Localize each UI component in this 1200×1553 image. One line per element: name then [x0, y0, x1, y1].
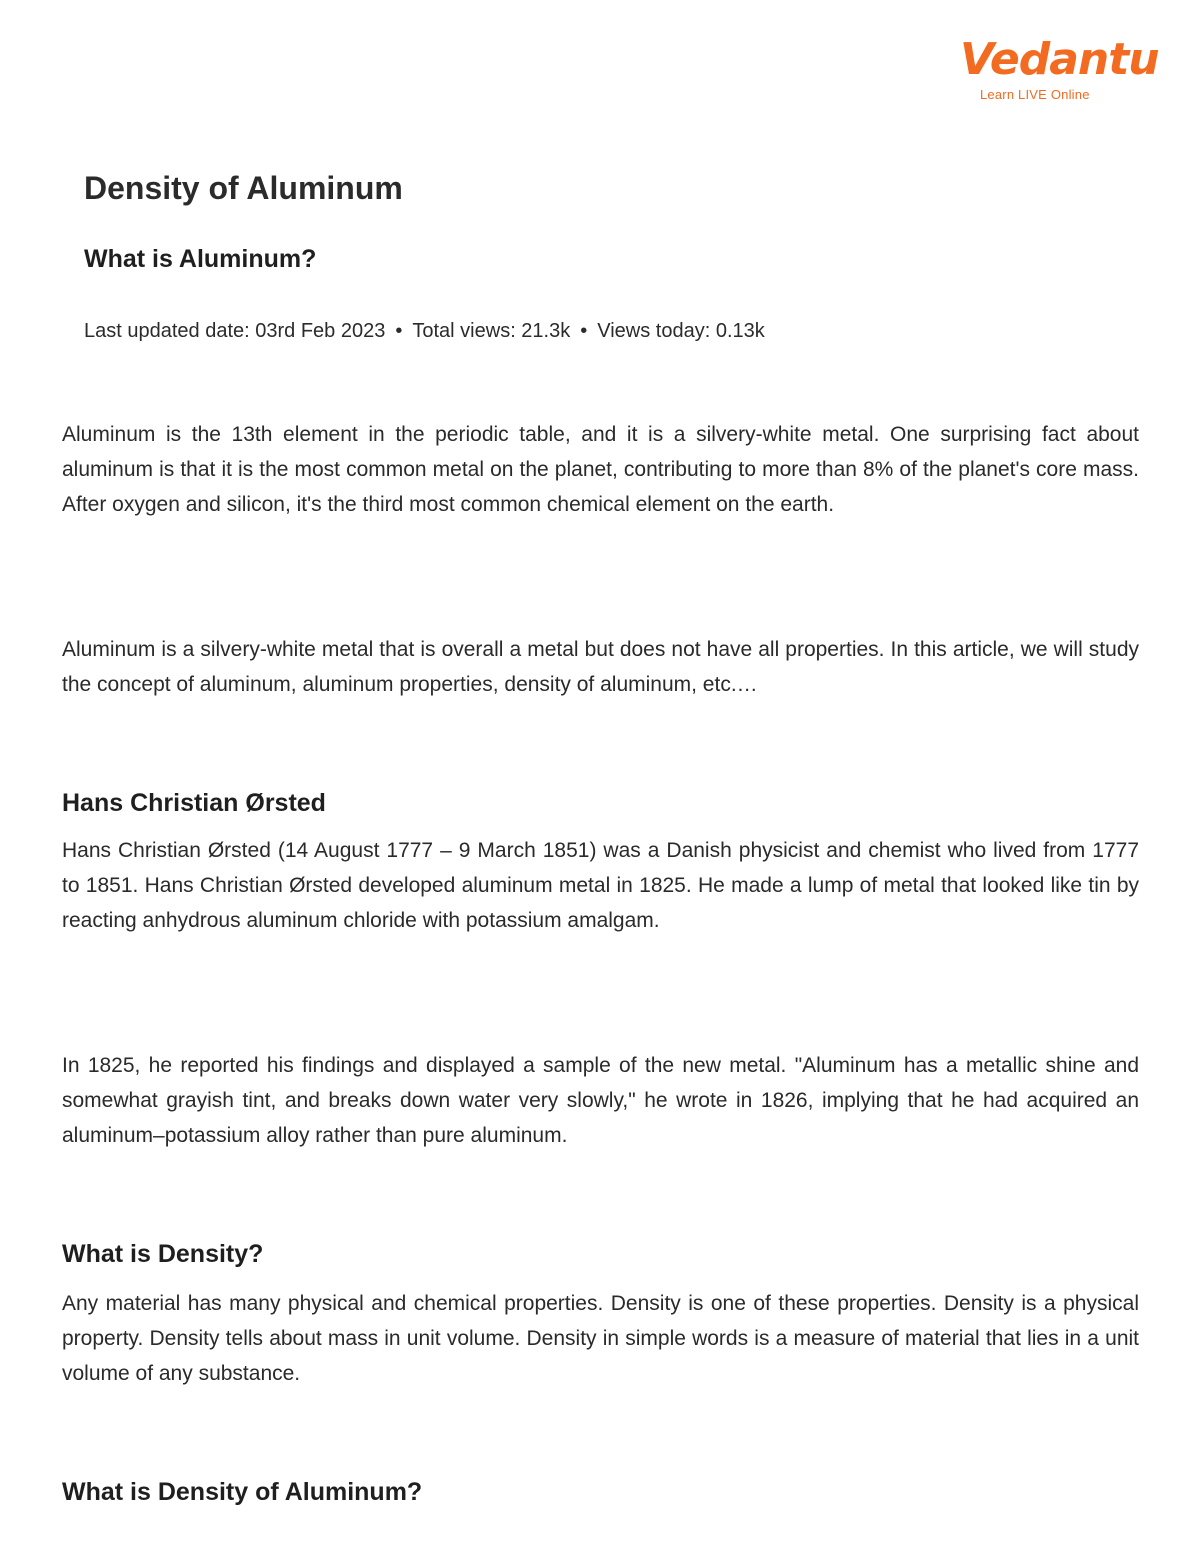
logo-tagline: Learn LIVE Online — [980, 87, 1090, 102]
meta-separator: • — [395, 320, 403, 342]
orsted-paragraph-2: In 1825, he reported his findings and displayed a sample of the new metal. "Aluminum has a metallic shine and somewhat grayish tint, and breaks down water very slowly," he wrote in 1826, implying that he had acquired an aluminum–potassium alloy rather than pure aluminum. — [62, 1054, 1139, 1147]
section-heading-density-of-aluminum: What is Density of Aluminum? — [62, 1478, 423, 1506]
total-views: Total views: 21.3k — [412, 320, 571, 342]
density-paragraph: Any material has many physical and chemical properties. Density is one of these properties. Density is a physical property. Density tells about mass in unit volume. Density in simple words is a measure of material that lies in a unit volume of any substance. — [62, 1292, 1139, 1385]
page-title: Density of Aluminum — [84, 170, 403, 206]
views-today: Views today: 0.13k — [597, 320, 765, 342]
page-subtitle: What is Aluminum? — [84, 245, 317, 273]
intro-paragraph-1: Aluminum is the 13th element in the periodic table, and it is a silvery-white metal. One surprising fact about aluminum is that it is the most common metal on the planet, contributing to more than 8% of the planet's core mass. After oxygen and silicon, it's the third most common chemical element on the earth. — [62, 423, 1139, 516]
meta-separator: • — [580, 320, 588, 342]
last-updated: Last updated date: 03rd Feb 2023 — [84, 320, 386, 342]
section-heading-orsted: Hans Christian Ørsted — [62, 789, 326, 817]
section-heading-density: What is Density? — [62, 1240, 264, 1268]
article-meta — [84, 318, 765, 344]
logo-wordmark: Vedantu — [960, 34, 1159, 85]
vedantu-logo[interactable] — [958, 34, 1159, 106]
orsted-paragraph-1: Hans Christian Ørsted (14 August 1777 – 9 March 1851) was a Danish physicist and chemist who lived from 1777 to 1851. Hans Christian Ørsted developed aluminum metal in 1825. He made a lump of metal that looked like tin by reacting anhydrous aluminum chloride with potassium amalgam. — [62, 839, 1139, 932]
intro-paragraph-2: Aluminum is a silvery-white metal that is overall a metal but does not have all properties. In this article, we will study the concept of aluminum, aluminum properties, density of aluminum, etc.… — [62, 638, 1139, 696]
